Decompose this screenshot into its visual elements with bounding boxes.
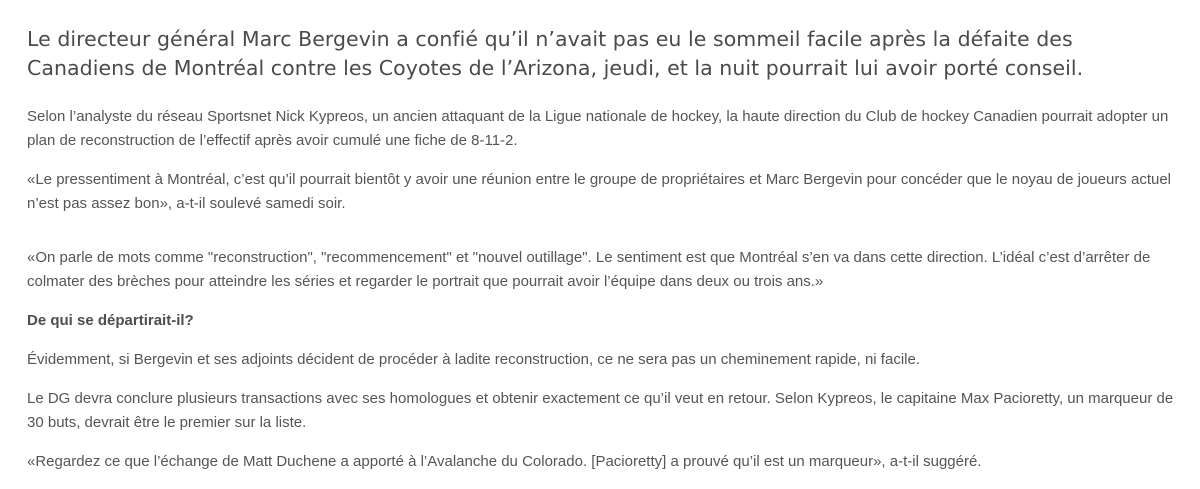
- section-heading: De qui se départirait-il?: [27, 312, 194, 329]
- article-paragraph: «Le pressentiment à Montréal, c’est qu’il pourrait bientôt y avoir une réunion entre le groupe de propriétaires et Marc Bergevin pour concéder que le noyau de joueurs actuel n’est pas assez bon», a-t-il soulevé samedi soir.: [27, 171, 1172, 212]
- article-paragraph: Le DG devra conclure plusieurs transactions avec ses homologues et obtenir exactement ce qu’il veut en retour. Selon Kypreos, le capitaine Max Pacioretty, un marqueur de 30 buts, devrait être le premier sur la liste.: [27, 390, 1174, 431]
- article-paragraph: Selon l’analyste du réseau Sportsnet Nick Kypreos, un ancien attaquant de la Ligue nationale de hockey, la haute direction du Club de hockey Canadien pourrait adopter un plan de reconstruction de l’effectif après avoir cumulé une fiche de 8-11-2.: [27, 108, 1169, 149]
- article-paragraph: «On parle de mots comme "reconstruction", "recommencement" et "nouvel outillage". Le sentiment est que Montréal s’en va dans cette direction. L’idéal c’est d’arrêter de colmater des brèches pour atteindre les séries et regarder le portrait que pourrait avoir l’équipe dans deux ou trois ans.»: [27, 249, 1151, 290]
- article-body: [27, 25, 1177, 489]
- article-paragraph: «Regardez ce que l’échange de Matt Duchene a apporté à l’Avalanche du Colorado. [Pacioretty] a prouvé qu’il est un marqueur», a-t-il suggéré.: [27, 453, 982, 470]
- article-paragraph: Évidemment, si Bergevin et ses adjoints décident de procéder à ladite reconstruction, ce ne sera pas un cheminement rapide, ni facile.: [27, 351, 920, 368]
- article-lede: Le directeur général Marc Bergevin a confié qu’il n’avait pas eu le sommeil facile après la défaite des Canadiens de Montréal contre les Coyotes de l’Arizona, jeudi, et la nuit pourrait lui avoir porté conseil.: [27, 27, 1084, 80]
